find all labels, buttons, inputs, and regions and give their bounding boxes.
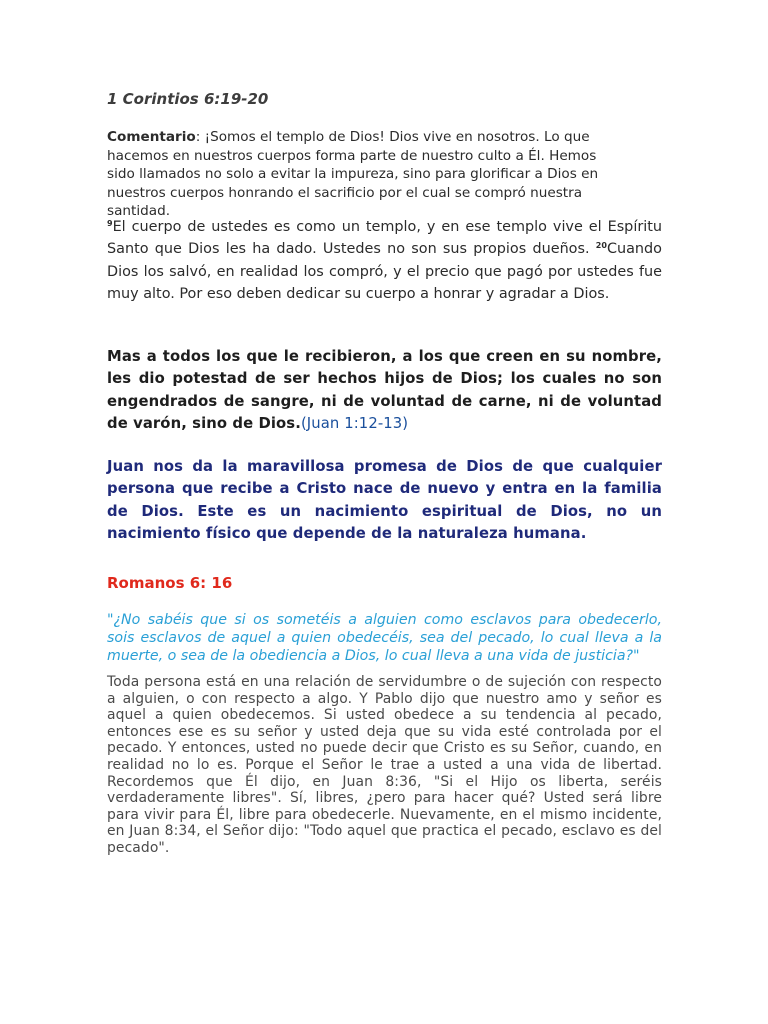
romanos-quote: "¿No sabéis que si os sometéis a alguien como esclavos para obedecerlo, sois esclavos de aquel a quien obedecéis, sea del pecado, lo cual lleva a la muerte, o sea de la obediencia a Dios, lo cual lleva a una vida de justicia?" bbox=[107, 612, 662, 665]
verse-text-19: El cuerpo de ustedes es como un templo, y en ese templo vive el Espíritu Santo que Dios les ha dado. Ustedes no son sus propios dueños. bbox=[107, 219, 662, 258]
juan-verse-text: Mas a todos los que le recibieron, a los que creen en su nombre, les dio potestad de ser hechos hijos de Dios; los cuales no son engendrados de sangre, ni de voluntad de carne, ni de voluntad de varón, sino de Dios. bbox=[107, 348, 662, 433]
juan-reference: (Juan 1:12-13) bbox=[300, 415, 409, 433]
verse-number-20: 20 bbox=[595, 241, 607, 251]
promise-paragraph: Juan nos da la maravillosa promesa de Dios de que cualquier persona que recibe a Cristo nace de nuevo y entra en la familia de Dios. Este es un nacimiento espiritual de Dios, no un nacimiento físico que depende de la naturaleza humana. bbox=[107, 458, 662, 543]
verse-number-19: 9 bbox=[107, 219, 113, 228]
romanos-commentary: Toda persona está en una relación de servidumbre o de sujeción con respecto a alguien, o con respecto a algo. Y Pablo dijo que nuestro amo y señor es aquel a quien obedecemos. Si usted obedece a su tendencia al pecado, entonces ese es su señor y usted deja que su vida esté controlada por el pecado. Y entonces, usted no puede decir que Cristo es su Señor, cuando, en realidad no lo es. Porque el Señor le trae a usted a una vida de libertad. Recordemos que Él dijo, en Juan 8:36, "Si el Hijo os liberta, seréis verdaderamente libres". Sí, libres, ¿pero para hacer qué? Usted será libre para vivir para Él, libre para obedecerle. Nuevamente, en el mismo incidente, en Juan 8:34, el Señor dijo: "Todo aquel que practica el pecado, esclavo es del pecado". bbox=[107, 674, 662, 856]
verse-paragraph-juan bbox=[107, 346, 662, 436]
verse-paragraph-corintios bbox=[107, 216, 662, 306]
comment-paragraph bbox=[107, 128, 627, 221]
comment-label: Comentario bbox=[107, 129, 196, 145]
comment-text: : ¡Somos el templo de Dios! Dios vive en nosotros. Lo que hacemos en nuestros cuerpos forma parte de nuestro culto a Él. Hemos sido llamados no solo a evitar la impureza, sino para glorificar a Dios en nuestros cuerpos honrando el sacrificio por el cual se compró nuestra santidad. bbox=[107, 129, 599, 220]
verse-text-20: Cuando Dios los salvó, en realidad los compró, y el precio que pagó por ustedes fue muy alto. Por eso deben dedicar su cuerpo a honrar y agradar a Dios. bbox=[107, 241, 662, 303]
section-title-corintios: 1 Corintios 6:19-20 bbox=[107, 90, 269, 108]
section-title-romanos: Romanos 6: 16 bbox=[107, 574, 233, 592]
